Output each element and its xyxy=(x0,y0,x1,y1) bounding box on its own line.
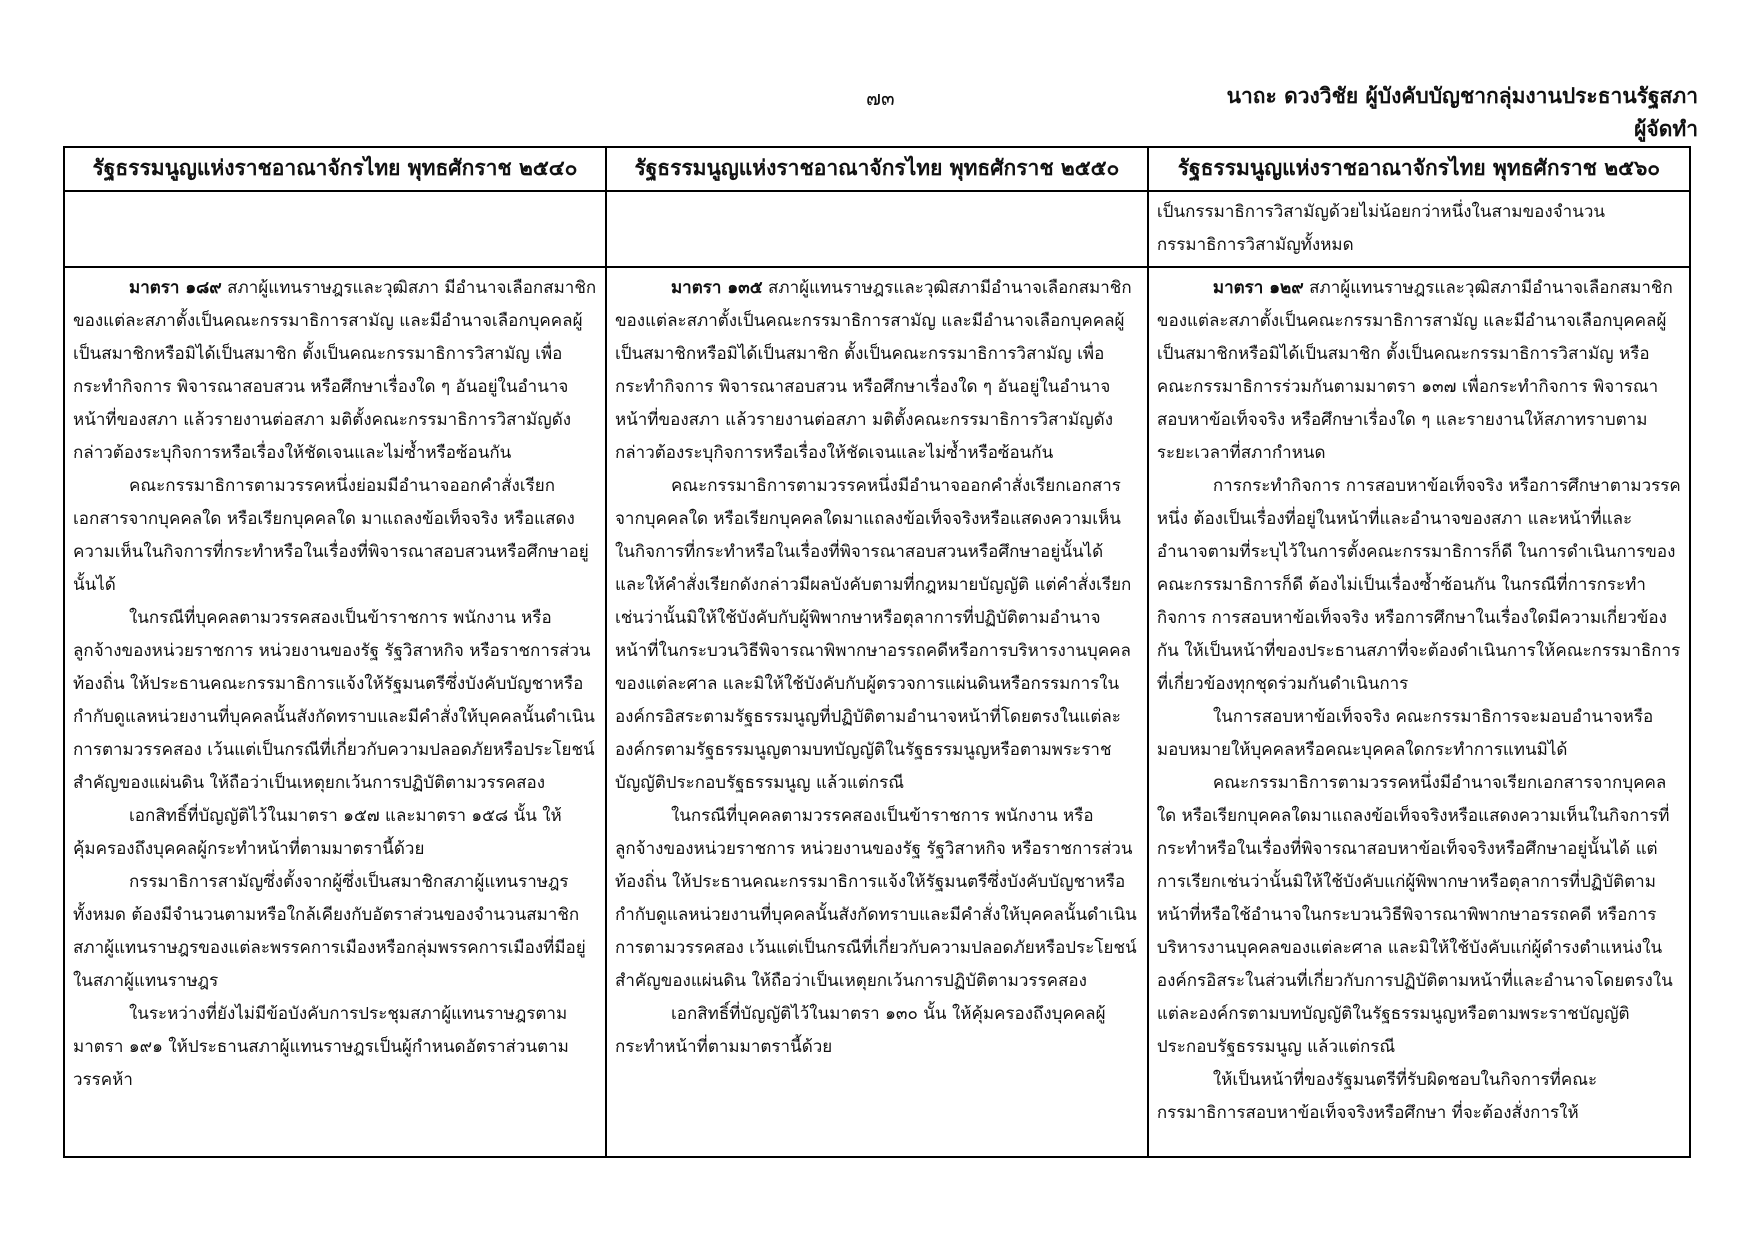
paragraph-text: สภาผู้แทนราษฎรและวุฒิสภามีอำนาจเลือกสมาชิกของแต่ละสภาตั้งเป็นคณะกรรมาธิการสามัญ และมีอำนาจเลือกบุคคลผู้เป็นสมาชิกหรือมิได้เป็นสมาชิก ตั้งเป็นคณะกรรมาธิการวิสามัญ เพื่อกระทำกิจการ พิจารณาสอบสวน หรือศึกษาเรื่องใด ๆ อันอยู่ในอำนาจหน้าที่ของสภา แล้วรายงานต่อสภา มติตั้งคณะกรรมาธิการวิสามัญดังกล่าวต้องระบุกิจการหรือเรื่องให้ชัดเจนและไม่ซ้ำหรือซ้อนกัน xyxy=(614,278,1132,463)
column-header-2550: รัฐธรรมนูญแห่งราชอาณาจักรไทย พุทธศักราช ๒๕๕๐ xyxy=(606,147,1148,191)
paragraph: ในกรณีที่บุคคลตามวรรคสองเป็นข้าราชการ พนักงาน หรือลูกจ้างของหน่วยราชการ หน่วยงานของรัฐ รัฐวิสาหกิจ หรือราชการส่วนท้องถิ่น ให้ประธานคณะกรรมาธิการแจ้งให้รัฐมนตรีซึ่งบังคับบัญชาหรือกำกับดูแลหน่วยงานที่บุคคลนั้นสังกัดทราบและมีคำสั่งให้บุคคลนั้นดำเนินการตามวรรคสอง เว้นแต่เป็นกรณีที่เกี่ยวกับความปลอดภัยหรือประโยชน์สำคัญของแผ่นดิน ให้ถือว่าเป็นเหตุยกเว้นการปฏิบัติตามวรรคสอง xyxy=(73,608,595,793)
paragraph: คณะกรรมาธิการตามวรรคหนึ่งย่อมมีอำนาจออกคำสั่งเรียกเอกสารจากบุคคลใด หรือเรียกบุคคลใด มาแถลงข้อเท็จจริง หรือแสดงความเห็นในกิจการที่กระทำหรือในเรื่องที่พิจารณาสอบสวนหรือศึกษาอยู่นั้นได้ xyxy=(73,476,589,595)
section-label: มาตรา ๑๓๕ xyxy=(670,278,763,298)
page-number: ๗๓ xyxy=(866,86,895,110)
continuation-text: เป็นกรรมาธิการวิสามัญด้วยไม่น้อยกว่าหนึ่งในสามของจำนวนกรรมาธิการวิสามัญทั้งหมด xyxy=(1156,202,1605,255)
section-label: มาตรา ๑๘๙ xyxy=(129,278,222,298)
continuation-cell-2560 xyxy=(1148,191,1690,267)
paragraph: ให้เป็นหน้าที่ของรัฐมนตรีที่รับผิดชอบในกิจการที่คณะกรรมาธิการสอบหาข้อเท็จจริงหรือศึกษา ที่จะต้องสั่งการให้ xyxy=(1156,1070,1598,1123)
continuation-cell-2550 xyxy=(606,191,1148,267)
continuation-row xyxy=(64,191,1690,267)
paragraph-text: สภาผู้แทนราษฎรและวุฒิสภามีอำนาจเลือกสมาชิกของแต่ละสภาตั้งเป็นคณะกรรมาธิการสามัญ และมีอำนาจเลือกบุคคลผู้เป็นสมาชิกหรือมิได้เป็นสมาชิก ตั้งเป็นคณะกรรมาธิการวิสามัญ หรือคณะกรรมาธิการร่วมกันตามมาตรา ๑๓๗ เพื่อกระทำกิจการ พิจารณาสอบหาข้อเท็จจริง หรือศึกษาเรื่องใด ๆ และรายงานให้สภาทราบตามระยะเวลาที่สภากำหนด xyxy=(1156,278,1673,463)
continuation-cell-2540 xyxy=(64,191,606,267)
header-row xyxy=(64,147,1690,191)
author-block xyxy=(1227,80,1698,146)
author-role: ผู้จัดทำ xyxy=(1634,117,1698,141)
paragraph: การกระทำกิจการ การสอบหาข้อเท็จจริง หรือการศึกษาตามวรรคหนึ่ง ต้องเป็นเรื่องที่อยู่ในหน้าที่และอำนาจของสภา และหน้าที่และอำนาจตามที่ระบุไว้ในการตั้งคณะกรรมาธิการก็ดี ในการดำเนินการของคณะกรรมาธิการก็ดี ต้องไม่เป็นเรื่องซ้ำซ้อนกัน ในกรณีที่การกระทำกิจการ การสอบหาข้อเท็จจริง หรือการศึกษาในเรื่องใดมีความเกี่ยวข้องกัน ให้เป็นหน้าที่ของประธานสภาที่จะต้องดำเนินการให้คณะกรรมาธิการที่เกี่ยวข้องทุกชุดร่วมกันดำเนินการ xyxy=(1156,476,1681,694)
paragraph: ในระหว่างที่ยังไม่มีข้อบังคับการประชุมสภาผู้แทนราษฎรตามมาตรา ๑๙๑ ให้ประธานสภาผู้แทนราษฎรเป็นผู้กำหนดอัตราส่วนตามวรรคห้า xyxy=(73,1004,569,1090)
paragraph xyxy=(615,272,1139,470)
section-label: มาตรา ๑๒๙ xyxy=(1212,278,1304,298)
section-cell-2550 xyxy=(606,267,1148,1157)
column-header-2540: รัฐธรรมนูญแห่งราชอาณาจักรไทย พุทธศักราช ๒๕๔๐ xyxy=(64,147,606,191)
paragraph xyxy=(1157,272,1681,470)
paragraph: คณะกรรมาธิการตามวรรคหนึ่งมีอำนาจออกคำสั่งเรียกเอกสารจากบุคคลใด หรือเรียกบุคคลใดมาแถลงข้อเท็จจริงหรือแสดงความเห็นในกิจการที่กระทำหรือในเรื่องที่พิจารณาสอบสวนหรือศึกษาอยู่นั้นได้ และให้คำสั่งเรียกดังกล่าวมีผลบังคับตามที่กฎหมายบัญญัติ แต่คำสั่งเรียกเช่นว่านั้นมิให้ใช้บังคับกับผู้พิพากษาหรือตุลาการที่ปฏิบัติตามอำนาจหน้าที่ในกระบวนวิธีพิจารณาพิพากษาอรรถคดีหรือการบริหารงานบุคคลของแต่ละศาล และมิให้ใช้บังคับกับผู้ตรวจการแผ่นดินหรือกรรมการในองค์กรอิสระตามรัฐธรรมนูญที่ปฏิบัติตามอำนาจหน้าที่โดยตรงในแต่ละองค์กรตามรัฐธรรมนูญตามบทบัญญัติในรัฐธรรมนูญหรือตามพระราชบัญญัติประกอบรัฐธรรมนูญ แล้วแต่กรณี xyxy=(614,476,1132,793)
author-line: นาถะ ดวงวิชัย ผู้บังคับบัญชากลุ่มงานประธานรัฐสภา xyxy=(1226,84,1698,108)
paragraph-text: สภาผู้แทนราษฎรและวุฒิสภา มีอำนาจเลือกสมาชิกของแต่ละสภาตั้งเป็นคณะกรรมาธิการสามัญ และมีอำนาจเลือกบุคคลผู้เป็นสมาชิกหรือมิได้เป็นสมาชิก ตั้งเป็นคณะกรรมาธิการวิสามัญ เพื่อกระทำกิจการ พิจารณาสอบสวน หรือศึกษาเรื่องใด ๆ อันอยู่ในอำนาจหน้าที่ของสภา แล้วรายงานต่อสภา มติตั้งคณะกรรมาธิการวิสามัญดังกล่าวต้องระบุกิจการหรือเรื่องให้ชัดเจนและไม่ซ้ำหรือซ้อนกัน xyxy=(73,278,597,463)
paragraph: เอกสิทธิ์ที่บัญญัติไว้ในมาตรา ๑๕๗ และมาตรา ๑๕๘ นั้น ให้คุ้มครองถึงบุคคลผู้กระทำหน้าที่ตามมาตรานี้ด้วย xyxy=(73,806,562,859)
paragraph: เอกสิทธิ์ที่บัญญัติไว้ในมาตรา ๑๓๐ นั้น ให้คุ้มครองถึงบุคคลผู้กระทำหน้าที่ตามมาตรานี้ด้วย xyxy=(614,1004,1106,1057)
comparison-table xyxy=(63,146,1691,1158)
section-row xyxy=(64,267,1690,1157)
section-cell-2540 xyxy=(64,267,606,1157)
paragraph: ในการสอบหาข้อเท็จจริง คณะกรรมาธิการจะมอบอำนาจหรือมอบหมายให้บุคคลหรือคณะบุคคลใดกระทำการแทนมิได้ xyxy=(1156,707,1654,760)
paragraph: กรรมาธิการสามัญซึ่งตั้งจากผู้ซึ่งเป็นสมาชิกสภาผู้แทนราษฎรทั้งหมด ต้องมีจำนวนตามหรือใกล้เคียงกับอัตราส่วนของจำนวนสมาชิกสภาผู้แทนราษฎรของแต่ละพรรคการเมืองหรือกลุ่มพรรคการเมืองที่มีอยู่ในสภาผู้แทนราษฎร xyxy=(73,872,586,991)
paragraph: ในกรณีที่บุคคลตามวรรคสองเป็นข้าราชการ พนักงาน หรือลูกจ้างของหน่วยราชการ หน่วยงานของรัฐ รัฐวิสาหกิจ หรือราชการส่วนท้องถิ่น ให้ประธานคณะกรรมาธิการแจ้งให้รัฐมนตรีซึ่งบังคับบัญชาหรือกำกับดูแลหน่วยงานที่บุคคลนั้นสังกัดทราบและมีคำสั่งให้บุคคลนั้นดำเนินการตามวรรคสอง เว้นแต่เป็นกรณีที่เกี่ยวกับความปลอดภัยหรือประโยชน์สำคัญของแผ่นดิน ให้ถือว่าเป็นเหตุยกเว้นการปฏิบัติตามวรรคสอง xyxy=(614,806,1137,991)
paragraph xyxy=(73,272,597,470)
paragraph: คณะกรรมาธิการตามวรรคหนึ่งมีอำนาจเรียกเอกสารจากบุคคลใด หรือเรียกบุคคลใดมาแถลงข้อเท็จจริงหรือแสดงความเห็นในกิจการที่กระทำหรือในเรื่องที่พิจารณาสอบหาข้อเท็จจริงหรือศึกษาอยู่นั้นได้ แต่การเรียกเช่นว่านั้นมิให้ใช้บังคับแก่ผู้พิพากษาหรือตุลาการที่ปฏิบัติตามหน้าที่หรือใช้อำนาจในกระบวนวิธีพิจารณาพิพากษาอรรถคดี หรือการบริหารงานบุคคลของแต่ละศาล และมิให้ใช้บังคับแก่ผู้ดำรงตำแหน่งในองค์กรอิสระในส่วนที่เกี่ยวกับการปฏิบัติตามหน้าที่และอำนาจโดยตรงในแต่ละองค์กรตามบทบัญญัติในรัฐธรรมนูญหรือตามพระราชบัญญัติประกอบรัฐธรรมนูญ แล้วแต่กรณี xyxy=(1156,773,1673,1057)
section-cell-2560 xyxy=(1148,267,1690,1157)
column-header-2560: รัฐธรรมนูญแห่งราชอาณาจักรไทย พุทธศักราช ๒๕๖๐ xyxy=(1148,147,1690,191)
